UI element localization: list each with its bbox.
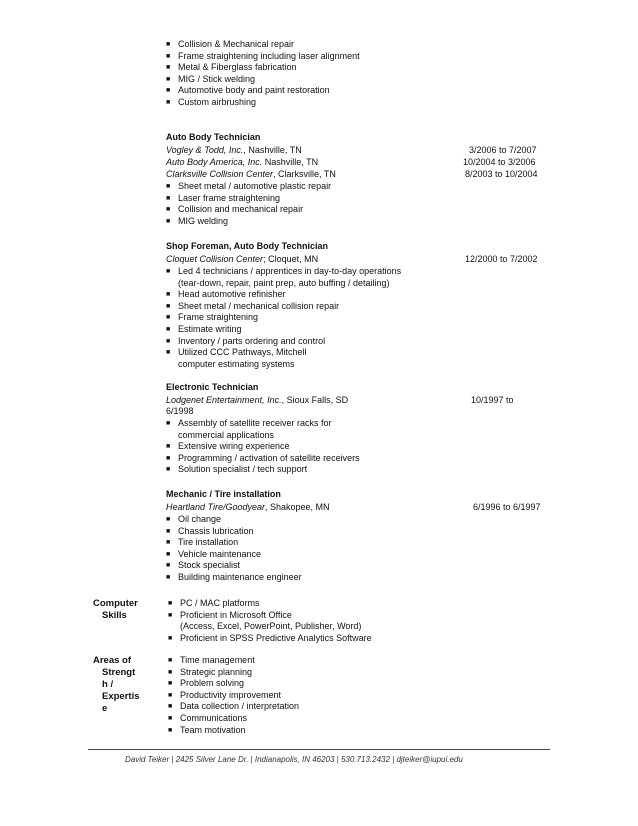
list-item: ■ Custom airbrushing xyxy=(166,96,257,107)
employer-line: Clarksville Collision Center, Clarksville, TN xyxy=(166,169,336,179)
footer-contact: David Teiker | 2425 Silver Lane Dr. | Indianapolis, IN 46203 | 530.713.2432 | djteiker@iupui.edu xyxy=(125,755,463,764)
list-item: ■ Oil change xyxy=(166,514,222,524)
job-title: Shop Foreman, Auto Body Technician xyxy=(166,241,329,251)
list-item: ■ Collision & Mechanical repair xyxy=(166,39,295,49)
list-item: ■ Solution specialist / tech support xyxy=(166,464,308,475)
job-title: Mechanic / Tire installation xyxy=(166,489,281,499)
list-item: ■ Frame straightening xyxy=(166,312,259,323)
list-item: (tear-down, repair, paint prep, auto buffing / detailing) xyxy=(178,277,390,288)
list-item: ■ Time management xyxy=(168,655,255,665)
list-item: ■ Laser frame straightening xyxy=(166,192,281,203)
list-item: ■ Collision and mechanical repair xyxy=(166,204,304,215)
job-dates: 3/2006 to 7/2007 xyxy=(469,145,537,155)
list-item: ■ Sheet metal / mechanical collision repair xyxy=(166,300,340,311)
employer-line: Auto Body America, Inc. Nashville, TN xyxy=(166,157,319,167)
list-item: ■ MIG / Stick welding xyxy=(166,73,256,84)
list-item: ■ Utilized CCC Pathways, Mitchell xyxy=(166,347,307,358)
job-bullets xyxy=(166,181,331,227)
list-item: ■ Estimate writing xyxy=(166,323,242,334)
list-item: ■ Team motivation xyxy=(168,724,246,735)
list-item: commercial applications xyxy=(178,429,275,440)
list-item: ■ Proficient in SPSS Predictive Analytics Software xyxy=(168,632,372,643)
areas-of-expertise-list xyxy=(168,655,299,736)
list-item: ■ Chassis lubrication xyxy=(166,525,254,536)
list-item: ■ Vehicle maintenance xyxy=(166,548,262,559)
list-item: computer estimating systems xyxy=(178,358,295,369)
employer-line: Vogley & Todd, Inc., Nashville, TN xyxy=(166,145,302,155)
top-skills-list xyxy=(166,39,360,109)
employer-line: Heartland Tire/Goodyear, Shakopee, MN xyxy=(166,502,330,512)
list-item: ■ Extensive wiring experience xyxy=(166,441,290,452)
list-item: ■ Tire installation xyxy=(166,537,239,548)
job-dates: 6/1996 to 6/1997 xyxy=(473,502,541,512)
job-dates: 8/2003 to 10/2004 xyxy=(465,169,538,179)
list-item: ■ Data collection / interpretation xyxy=(168,701,300,712)
list-item: ■ Stock specialist xyxy=(166,560,241,571)
list-item: ■ Automotive body and paint restoration xyxy=(166,85,330,96)
list-item: ■ PC / MAC platforms xyxy=(168,598,260,608)
job-dates: 10/1997 to xyxy=(471,395,514,405)
list-item: (Access, Excel, PowerPoint, Publisher, Word) xyxy=(180,621,362,632)
job-dates: 12/2000 to 7/2002 xyxy=(465,254,538,264)
job-dates: 10/2004 to 3/2006 xyxy=(463,157,536,167)
list-item: ■ Head automotive refinisher xyxy=(166,289,286,300)
list-item: ■ Productivity improvement xyxy=(168,689,282,700)
job-bullets xyxy=(166,418,360,476)
list-item: ■ Metal & Fiberglass fabrication xyxy=(166,62,297,73)
list-item: ■ MIG welding xyxy=(166,215,229,226)
computer-skills-label: Computer Skills xyxy=(93,598,138,621)
computer-skills-list xyxy=(168,598,372,644)
list-item: ■ Communications xyxy=(168,712,248,723)
list-item: ■ Strategic planning xyxy=(168,666,253,677)
list-item: ■ Proficient in Microsoft Office xyxy=(168,609,292,620)
list-item: ■ Building maintenance engineer xyxy=(166,571,302,582)
footer-divider xyxy=(88,749,550,750)
job-dates-continued: 6/1998 xyxy=(166,406,194,416)
job-title: Electronic Technician xyxy=(166,382,259,392)
list-item: ■ Assembly of satellite receiver racks for xyxy=(166,418,332,428)
list-item: ■ Inventory / parts ordering and control xyxy=(166,335,326,346)
areas-of-expertise-label: Areas of Strengt h / Expertis e xyxy=(93,655,140,714)
job-bullets xyxy=(166,514,302,584)
list-item: ■ Sheet metal / automotive plastic repair xyxy=(166,181,332,191)
employer-line: Cloquet Collision Center; Cloquet, MN xyxy=(166,254,319,264)
list-item: ■ Programming / activation of satellite receivers xyxy=(166,452,360,463)
employer-line: Lodgenet Entertainment, Inc., Sioux Falls, SD xyxy=(166,395,349,405)
list-item: ■ Problem solving xyxy=(168,678,245,689)
list-item: ■ Frame straightening including laser alignment xyxy=(166,50,360,61)
list-item: ■ Led 4 technicians / apprentices in day-to-day operations xyxy=(166,266,402,276)
job-bullets xyxy=(166,266,401,370)
job-title: Auto Body Technician xyxy=(166,132,261,142)
